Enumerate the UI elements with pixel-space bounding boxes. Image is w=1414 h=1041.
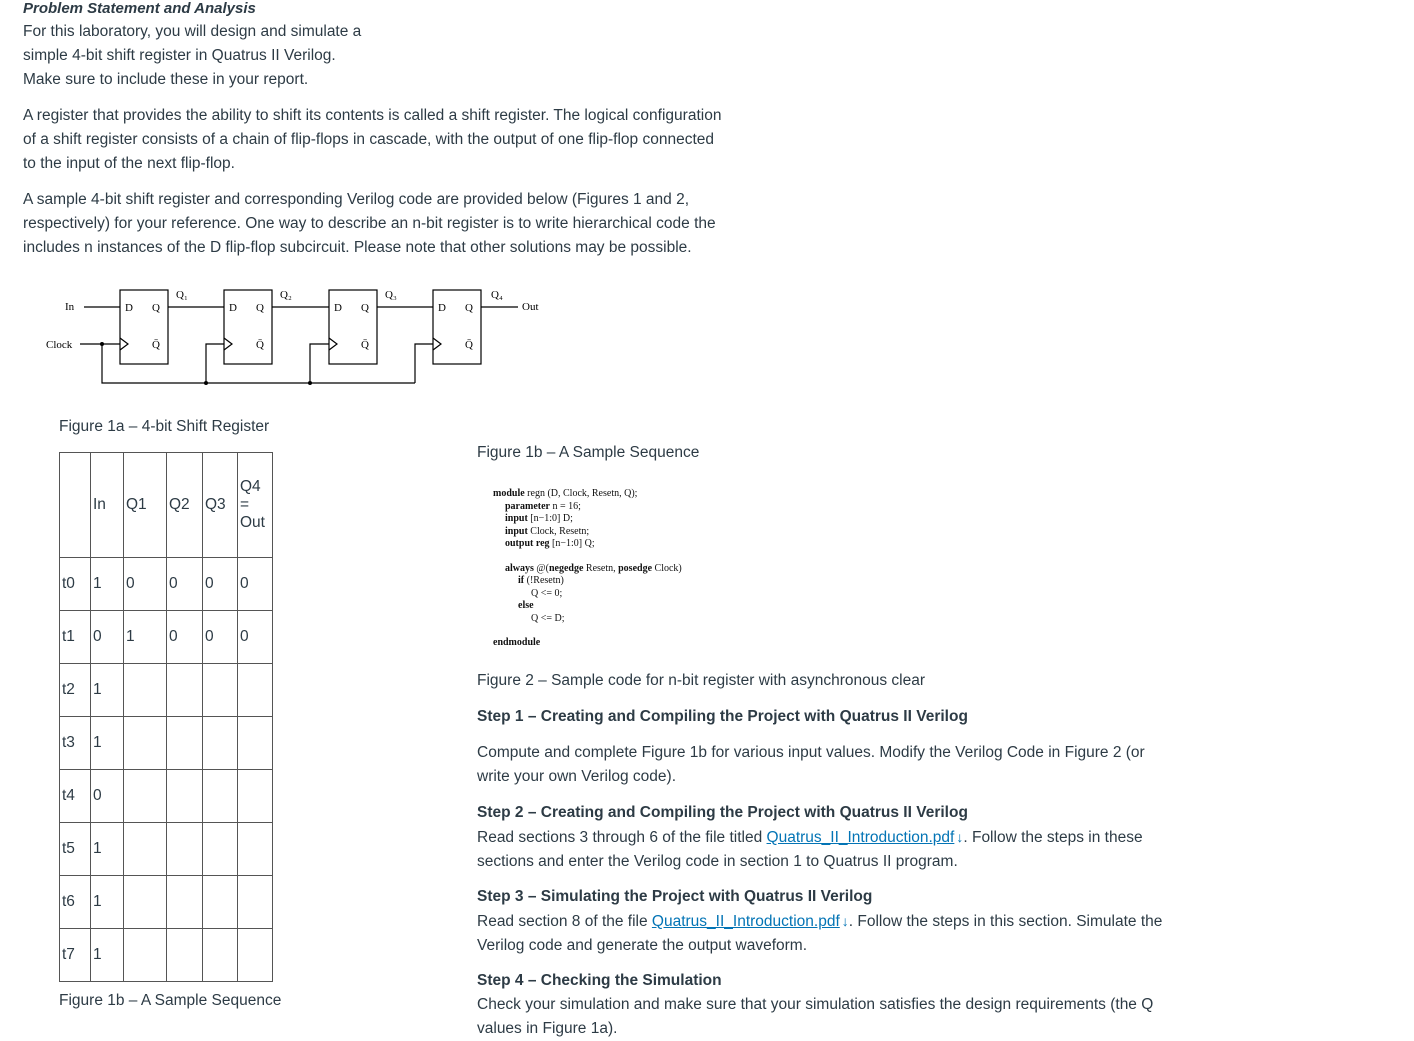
table-cell <box>238 717 273 770</box>
figure-1b-caption-bottom: Figure 1b – A Sample Sequence <box>59 992 282 1009</box>
verilog-code-block <box>493 488 753 650</box>
figure-2-caption: Figure 2 – Sample code for n-bit register with asynchronous clear <box>477 672 925 689</box>
table-header-row <box>60 453 273 558</box>
code-text: Q <= 0; <box>531 587 563 599</box>
table-cell <box>167 717 203 770</box>
table-cell: 0 <box>238 611 273 664</box>
table-cell <box>203 876 238 929</box>
step-3-text: Read section 8 of the file <box>477 913 652 930</box>
ff4-q-label: Q <box>465 302 473 314</box>
q3-label: Q₃ <box>385 289 397 301</box>
code-text: (!Resetn) <box>524 575 564 586</box>
paragraph-line: A sample 4-bit shift register and corresponding Verilog code are provided below (Figures 1 and 2, <box>23 191 690 208</box>
table-cell: t7 <box>60 929 91 982</box>
table-cell <box>238 770 273 823</box>
code-keyword: if <box>518 575 525 586</box>
step-1-line: Compute and complete Figure 1b for various input values. Modify the Verilog Code in Figure 2 (or <box>477 744 1145 761</box>
q1-label: Q₁ <box>176 289 188 301</box>
paragraph-line: respectively) for your reference. One way to describe an n-bit register is to write hierarchical code the <box>23 215 716 232</box>
table-cell: 1 <box>91 929 124 982</box>
table-row <box>60 664 273 717</box>
table-cell <box>203 770 238 823</box>
table-cell: 0 <box>203 611 238 664</box>
circuit-in-label: In <box>65 301 75 313</box>
paragraph-line: includes n instances of the D flip-flop subcircuit. Please note that other solutions may be possible. <box>23 239 692 256</box>
download-icon[interactable]: ↓ <box>841 913 849 929</box>
ff1-qbar-label: Q̄ <box>152 339 160 351</box>
step-3-body <box>477 909 1162 958</box>
figure-1b-caption-right: Figure 1b – A Sample Sequence <box>477 444 700 461</box>
intro-line: For this laboratory, you will design and simulate a <box>23 23 362 40</box>
ff3-qbar-label: Q̄ <box>361 339 369 351</box>
code-text: Resetn, <box>583 562 619 574</box>
table-cell <box>203 929 238 982</box>
table-row <box>60 876 273 929</box>
table-cell: 0 <box>91 611 124 664</box>
circuit-clock-label: Clock <box>46 339 73 351</box>
code-text: Q <= D; <box>531 612 565 624</box>
quatrus-intro-link[interactable]: Quatrus_II_Introduction.pdf <box>766 829 955 846</box>
table-row <box>60 823 273 876</box>
table-cell: 1 <box>91 717 124 770</box>
header-q4-line: Q4 <box>240 478 261 495</box>
code-text: n = 16; <box>549 500 581 512</box>
figure-1a-caption: Figure 1a – 4-bit Shift Register <box>59 418 270 435</box>
code-keyword: input <box>505 513 528 524</box>
table-cell <box>203 717 238 770</box>
table-cell: t2 <box>60 664 91 717</box>
step-4-line: values in Figure 1a). <box>477 1020 618 1037</box>
table-header-cell <box>60 453 91 558</box>
shift-register-diagram <box>40 280 560 390</box>
step-3-title: Step 3 – Simulating the Project with Quatrus II Verilog <box>477 888 873 905</box>
table-cell: 0 <box>124 558 167 611</box>
table-cell: t1 <box>60 611 91 664</box>
intro-paragraph <box>23 20 361 92</box>
table-cell: t4 <box>60 770 91 823</box>
step-2-text: . Follow the steps in these <box>963 829 1143 846</box>
table-cell <box>238 823 273 876</box>
paragraph-line: to the input of the next flip-flop. <box>23 155 235 172</box>
code-text: regn (D, Clock, Resetn, Q); <box>524 488 638 499</box>
ff1-d-label: D <box>125 302 133 314</box>
ff3-q-label: Q <box>361 302 369 314</box>
step-3-line: Verilog code and generate the output waveform. <box>477 937 808 954</box>
table-header-cell: In <box>91 453 124 558</box>
code-text: [n−1:0] D; <box>527 513 573 524</box>
code-text: Clock, Resetn; <box>527 525 590 537</box>
table-cell <box>124 929 167 982</box>
table-cell: 1 <box>91 823 124 876</box>
code-keyword: always <box>505 562 534 574</box>
code-keyword: else <box>518 600 534 611</box>
table-cell: 0 <box>238 558 273 611</box>
step-2-line: sections and enter the Verilog code in section 1 to Quatrus II program. <box>477 853 958 870</box>
table-cell <box>238 929 273 982</box>
table-header-cell-q4 <box>238 453 273 558</box>
table-cell <box>124 823 167 876</box>
step-4-line: Check your simulation and make sure that your simulation satisfies the design requirements (the Q <box>477 996 1154 1013</box>
code-keyword: posedge <box>618 562 653 574</box>
paragraph-line: of a shift register consists of a chain of flip-flops in cascade, with the output of one flip-flop connected <box>23 131 714 148</box>
table-header-cell: Q2 <box>167 453 203 558</box>
table-cell: t0 <box>60 558 91 611</box>
table-cell <box>167 929 203 982</box>
paragraph-line: A register that provides the ability to shift its contents is called a shift register. The logical configuration <box>23 107 722 124</box>
table-cell: 1 <box>124 611 167 664</box>
step-2-text: Read sections 3 through 6 of the file titled <box>477 829 767 846</box>
table-cell <box>124 717 167 770</box>
intro-line: simple 4-bit shift register in Quatrus II Verilog. <box>23 47 336 64</box>
step-1-body <box>477 741 1145 789</box>
ff2-q-label: Q <box>256 302 264 314</box>
table-cell <box>167 823 203 876</box>
step-3-text: . Follow the steps in this section. Simulate the <box>848 913 1163 930</box>
step-4-title: Step 4 – Checking the Simulation <box>477 972 722 989</box>
table-header-cell: Q1 <box>124 453 167 558</box>
table-row <box>60 770 273 823</box>
table-cell: 0 <box>167 611 203 664</box>
quatrus-intro-link[interactable]: Quatrus_II_Introduction.pdf <box>651 913 840 930</box>
table-cell: 0 <box>203 558 238 611</box>
step-1-line: write your own Verilog code). <box>477 768 677 785</box>
sample-sequence-table <box>59 452 273 982</box>
table-cell: t5 <box>60 823 91 876</box>
table-cell: 0 <box>91 770 124 823</box>
intro-line: Make sure to include these in your report. <box>23 71 309 88</box>
table-row <box>60 611 273 664</box>
table-cell: t6 <box>60 876 91 929</box>
table-cell: t3 <box>60 717 91 770</box>
table-cell <box>124 876 167 929</box>
table-cell <box>167 876 203 929</box>
ff3-d-label: D <box>334 302 342 314</box>
header-q4-line: Out <box>240 514 265 531</box>
table-cell <box>238 876 273 929</box>
table-cell: 0 <box>167 558 203 611</box>
ff4-d-label: D <box>438 302 446 314</box>
circuit-out-label: Out <box>522 301 539 313</box>
code-keyword: input <box>505 525 528 537</box>
table-cell: 1 <box>91 664 124 717</box>
code-text: [n−1:0] Q; <box>549 538 595 549</box>
step-1-title: Step 1 – Creating and Compiling the Project with Quatrus II Verilog <box>477 708 968 725</box>
page-heading: Problem Statement and Analysis <box>23 0 256 17</box>
step-2-title: Step 2 – Creating and Compiling the Project with Quatrus II Verilog <box>477 804 968 821</box>
code-text: @( <box>533 562 549 574</box>
table-row <box>60 558 273 611</box>
code-keyword: output reg <box>505 538 550 549</box>
table-cell <box>203 823 238 876</box>
ff4-qbar-label: Q̄ <box>465 339 473 351</box>
table-header-cell: Q3 <box>203 453 238 558</box>
ff1-q-label: Q <box>152 302 160 314</box>
code-keyword: endmodule <box>493 637 541 648</box>
table-cell <box>167 770 203 823</box>
table-cell <box>124 770 167 823</box>
table-cell <box>238 664 273 717</box>
download-icon[interactable]: ↓ <box>956 829 964 845</box>
table-cell <box>203 664 238 717</box>
header-q4-line: = <box>240 496 250 513</box>
table-row <box>60 929 273 982</box>
sample-paragraph <box>23 188 716 260</box>
step-4-body <box>477 993 1153 1041</box>
table-cell: 1 <box>91 876 124 929</box>
table-cell <box>124 664 167 717</box>
code-keyword: parameter <box>505 500 550 512</box>
ff2-d-label: D <box>229 302 237 314</box>
code-text: Clock) <box>652 562 682 574</box>
ff2-qbar-label: Q̄ <box>256 339 264 351</box>
code-keyword: negedge <box>548 562 584 574</box>
step-2-body <box>477 825 1143 874</box>
q4-label: Q₄ <box>491 289 503 301</box>
q2-label: Q₂ <box>280 289 292 301</box>
code-keyword: module <box>493 488 525 499</box>
shift-register-paragraph <box>23 104 721 176</box>
table-cell <box>167 664 203 717</box>
table-row <box>60 717 273 770</box>
table-cell: 1 <box>91 558 124 611</box>
